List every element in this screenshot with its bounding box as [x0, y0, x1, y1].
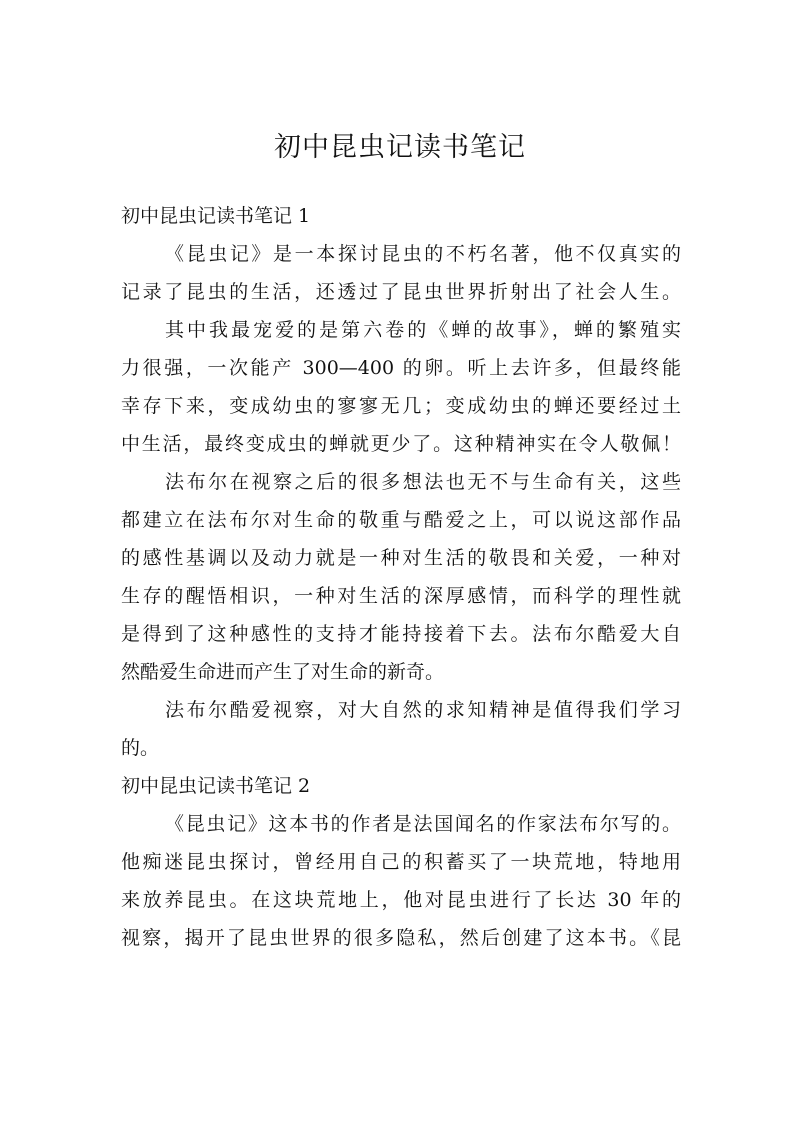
paragraph-line: 力很强，一次能产 300—400 的卵。听上去许多，但最终能: [121, 357, 681, 379]
paragraph-line: 《昆虫记》这本书的作者是法国闻名的作家法布尔写的。: [165, 813, 681, 835]
paragraph-line: 《昆虫记》是一本探讨昆虫的不朽名著，他不仅真实的: [165, 243, 681, 265]
paragraph-line: 记录了昆虫的生活，还透过了昆虫世界折射出了社会人生。: [121, 281, 681, 303]
paragraph-line: 的感性基调以及动力就是一种对生活的敬畏和关爱，一种对: [121, 547, 681, 569]
paragraph-line: 他痴迷昆虫探讨，曾经用自己的积蓄买了一块荒地，特地用: [121, 851, 681, 873]
section-heading-1: 初中昆虫记读书笔记 1: [121, 205, 311, 227]
section-heading-2: 初中昆虫记读书笔记 2: [121, 775, 311, 797]
paragraph-line: 视察，揭开了昆虫世界的很多隐私，然后创建了这本书。《昆: [121, 927, 681, 949]
paragraph-line: 是得到了这种感性的支持才能持接着下去。法布尔酷爱大自: [121, 623, 681, 645]
document-body: [121, 197, 681, 957]
paragraph-line: 中生活，最终变成虫的蝉就更少了。这种精神实在令人敬佩！: [121, 433, 681, 455]
paragraph-line: 来放养昆虫。在这块荒地上，他对昆虫进行了长达 30 年的: [121, 889, 681, 911]
paragraph-line: 法布尔酷爱视察，对大自然的求知精神是值得我们学习: [165, 699, 681, 721]
paragraph-line: 其中我最宠爱的是第六卷的《蝉的故事》，蝉的繁殖实: [165, 319, 681, 341]
paragraph-line: 生存的醒悟相识，一种对生活的深厚感情，而科学的理性就: [121, 585, 681, 607]
paragraph-line: 都建立在法布尔对生命的敬重与酷爱之上，可以说这部作品: [121, 509, 681, 531]
paragraph-line: 法布尔在视察之后的很多想法也无不与生命有关，这些: [165, 471, 681, 493]
paragraph-line: 幸存下来，变成幼虫的寥寥无几；变成幼虫的蝉还要经过土: [121, 395, 681, 417]
document-title: 初中昆虫记读书笔记: [274, 132, 526, 163]
paragraph-line: 的。: [121, 737, 160, 759]
paragraph-line: 然酷爱生命进而产生了对生命的新奇。: [121, 661, 445, 683]
